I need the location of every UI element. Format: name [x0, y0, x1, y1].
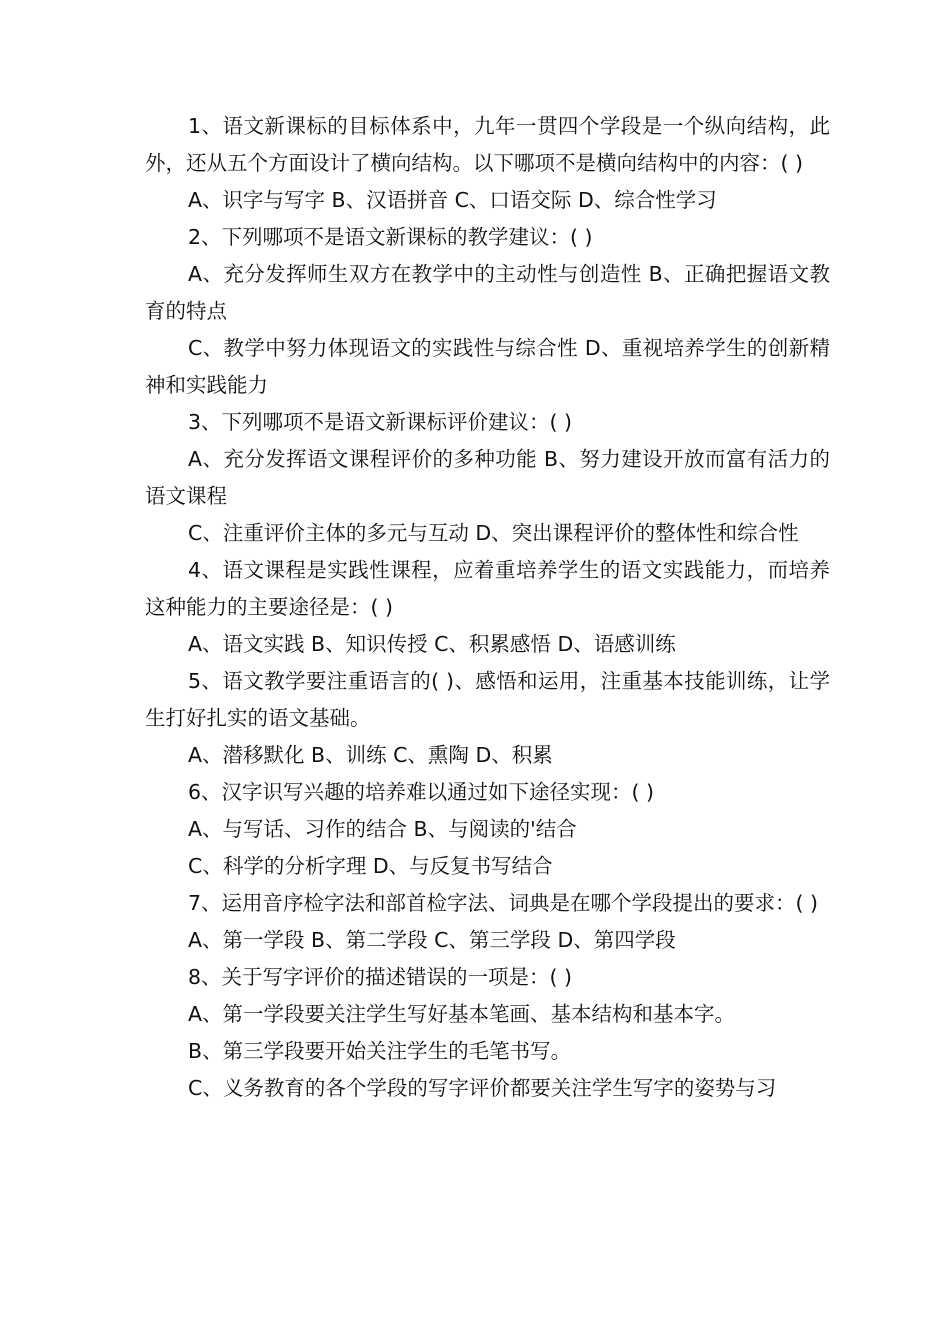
- question-2-options-ab: A、充分发挥师生双方在教学中的主动性与创造性 B、正确把握语文教育的特点: [145, 262, 830, 323]
- question-6-stem: 6、汉字识写兴趣的培养难以通过如下途径实现：( ): [188, 780, 655, 804]
- question-4-options: A、语文实践 B、知识传授 C、积累感悟 D、语感训练: [188, 632, 676, 656]
- question-6-options-cd: C、科学的分析字理 D、与反复书写结合: [188, 854, 553, 878]
- question-8-option-c: C、义务教育的各个学段的写字评价都要关注学生写字的姿势与习: [188, 1076, 777, 1100]
- question-6-options-ab: A、与写话、习作的结合 B、与阅读的'结合: [188, 817, 577, 841]
- question-7-stem: 7、运用音序检字法和部首检字法、词典是在哪个学段提出的要求：( ): [188, 891, 819, 915]
- question-8-option-b: B、第三学段要开始关注学生的毛笔书写。: [188, 1039, 572, 1063]
- question-3-options-cd: C、注重评价主体的多元与互动 D、突出课程评价的整体性和综合性: [188, 521, 799, 545]
- document-body: [145, 108, 830, 1107]
- question-3-stem: 3、下列哪项不是语文新课标评价建议：( ): [188, 410, 573, 434]
- question-4-stem: 4、语文课程是实践性课程，应着重培养学生的语文实践能力，而培养这种能力的主要途径是：( ): [145, 558, 830, 619]
- question-8-stem: 8、关于写字评价的描述错误的一项是：( ): [188, 965, 573, 989]
- question-2-stem: 2、下列哪项不是语文新课标的教学建议：( ): [188, 225, 593, 249]
- question-7-options: A、第一学段 B、第二学段 C、第三学段 D、第四学段: [188, 928, 676, 952]
- question-3-options-ab: A、充分发挥语文课程评价的多种功能 B、努力建设开放而富有活力的语文课程: [145, 447, 830, 508]
- question-1-options: A、识字与写字 B、汉语拼音 C、口语交际 D、综合性学习: [188, 188, 717, 212]
- question-5-stem: 5、语文教学要注重语言的( )、感悟和运用，注重基本技能训练，让学生打好扎实的语文基础。: [145, 669, 830, 730]
- question-8-option-a: A、第一学段要关注学生写好基本笔画、基本结构和基本字。: [188, 1002, 736, 1026]
- question-2-options-cd: C、教学中努力体现语文的实践性与综合性 D、重视培养学生的创新精神和实践能力: [145, 336, 830, 397]
- question-1-stem: 1、语文新课标的目标体系中，九年一贯四个学段是一个纵向结构，此外，还从五个方面设计了横向结构。以下哪项不是横向结构中的内容：( ): [145, 114, 830, 175]
- question-5-options: A、潜移默化 B、训练 C、熏陶 D、积累: [188, 743, 553, 767]
